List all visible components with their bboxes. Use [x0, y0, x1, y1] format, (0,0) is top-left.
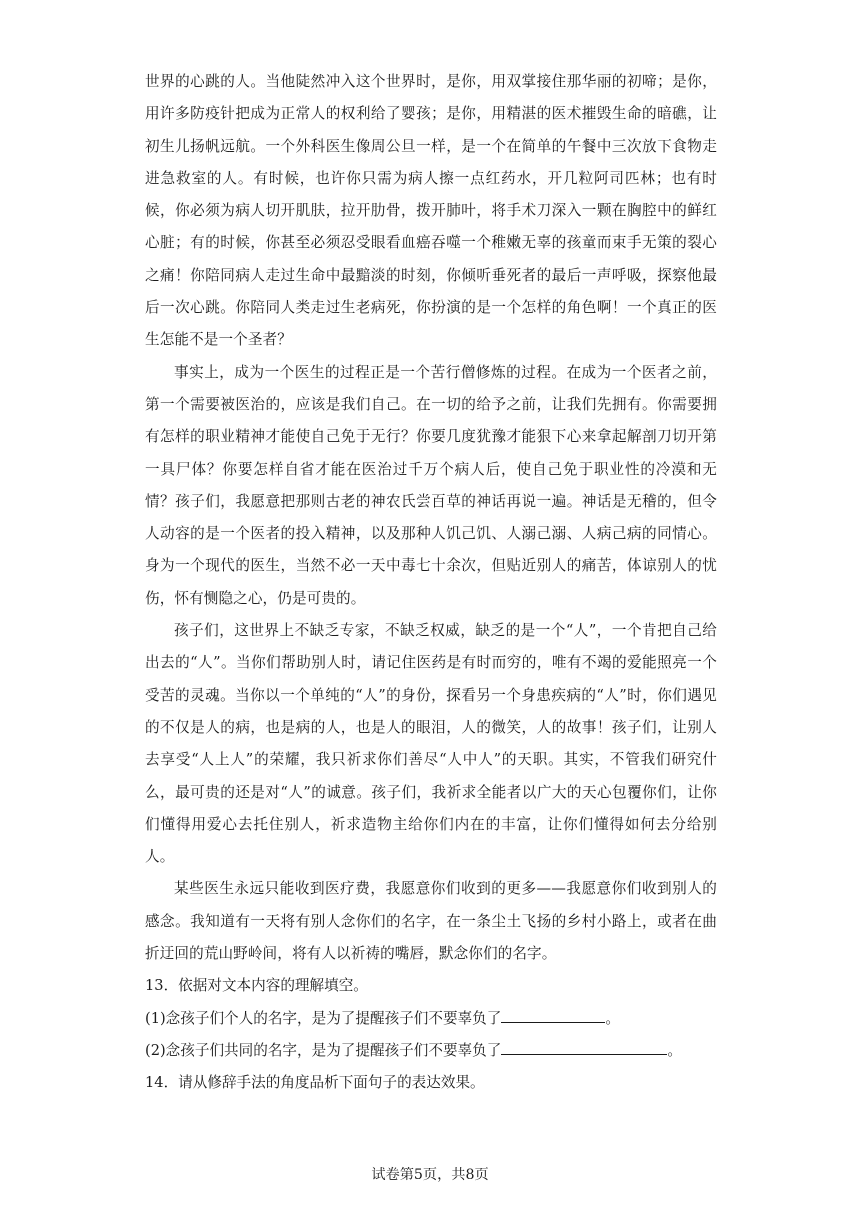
paragraph-doctor-training: 事实上，成为一个医生的过程正是一个苦行僧修炼的过程。在成为一个医者之前，第一个需要被医治的，应该是我们自己。在一切的给予之前，让我们先拥有。你需要拥有怎样的职业精神才能使自己免于无行？你要几度犹豫才能狠下心来拿起解剖刀切开第一具尸体？你要怎样自省才能在医治过千万个病人后，使自己免于职业性的冷漠和无情？孩子们，我愿意把那则古老的神农氏尝百草的神话再说一遍。神话是无稽的，但令人动容的是一个医者的投入精神，以及那种人饥己饥、人溺己溺、人病己病的同情心。身为一个现代的医生，当然不必一天中毒七十余次，但贴近别人的痛苦，体谅别人的忧伤，怀有恻隐之心，仍是可贵的。 — [145, 363, 717, 607]
question-14-title: 14．请从修辞手法的角度品析下面句子的表达效果。 — [145, 1074, 485, 1092]
question-13-title: 13．依据对文本内容的理解填空。 — [145, 977, 368, 995]
paragraph-human-care: 孩子们，这世界上不缺乏专家，不缺乏权威，缺乏的是一个“人”，一个肯把自己给出去的“人”。当你们帮助别人时，请记住医药是有时而穷的，唯有不竭的爱能照亮一个受苦的灵魂。当你以一个单纯的“人”的身份，探看另一个身患疾病的“人”时，你们遇见的不仅是人的病，也是病的人，也是人的眼泪，人的微笑，人的故事！孩子们，让别人去享受“人上人”的荣耀，我只祈求你们善尽“人中人”的天职。其实，不管我们研究什么，最可贵的还是对“人”的诚意。孩子们，我祈求全能者以广大的天心包覆你们，让你们懂得用爱心去托住别人，祈求造物主给你们内在的丰富，让你们懂得如何去分给别人。 — [145, 622, 717, 866]
question-13-item-2-end: 。 — [667, 1041, 682, 1059]
paragraph-gratitude: 某些医生永远只能收到医疗费，我愿意你们收到的更多——我愿意你们收到别人的感念。我知道有一天将有别人念你们的名字，在一条尘土飞扬的乡村小路上，或者在曲折迂回的荒山野岭间，将有人以祈祷的嘴唇，默念你们的名字。 — [145, 880, 717, 963]
paragraph-continued: 世界的心跳的人。当他陡然冲入这个世界时，是你，用双掌接住那华丽的初啼；是你，用许多防疫针把成为正常人的权利给了婴孩；是你，用精湛的医术摧毁生命的暗礁，让初生儿扬帆远航。一个外科医生像周公旦一样，是一个在简单的午餐中三次放下食物走进急救室的人。有时候，也许你只需为病人擦一点红药水，开几粒阿司匹林；也有时候，你必须为病人切开肌肤，拉开肋骨，拨开肺叶，将手术刀深入一颗在胸腔中的鲜红心脏；有的时候，你甚至必须忍受眼看血癌吞噬一个稚嫩无辜的孩童而束手无策的裂心之痛！你陪同病人走过生命中最黯淡的时刻，你倾听垂死者的最后一声呼吸，探察他最后一次心跳。你陪同人类走过生老病死，你扮演的是一个怎样的角色啊！一个真正的医生怎能不是一个圣者？ — [145, 73, 717, 349]
question-13-item-1-text: (1)念孩子们个人的名字，是为了提醒孩子们不要辜负了 — [145, 1009, 502, 1027]
page-content — [145, 66, 717, 1100]
page-footer: 试卷第5页，共8页 — [371, 1167, 489, 1183]
question-13-item-2 — [145, 1035, 717, 1067]
answer-blank-1[interactable] — [501, 1008, 605, 1023]
question-13-item-2-text: (2)念孩子们共同的名字，是为了提醒孩子们不要辜负了 — [145, 1041, 502, 1059]
question-13-item-1-end: 。 — [605, 1009, 620, 1027]
answer-blank-2[interactable] — [501, 1040, 667, 1055]
question-13-item-1 — [145, 1003, 717, 1035]
